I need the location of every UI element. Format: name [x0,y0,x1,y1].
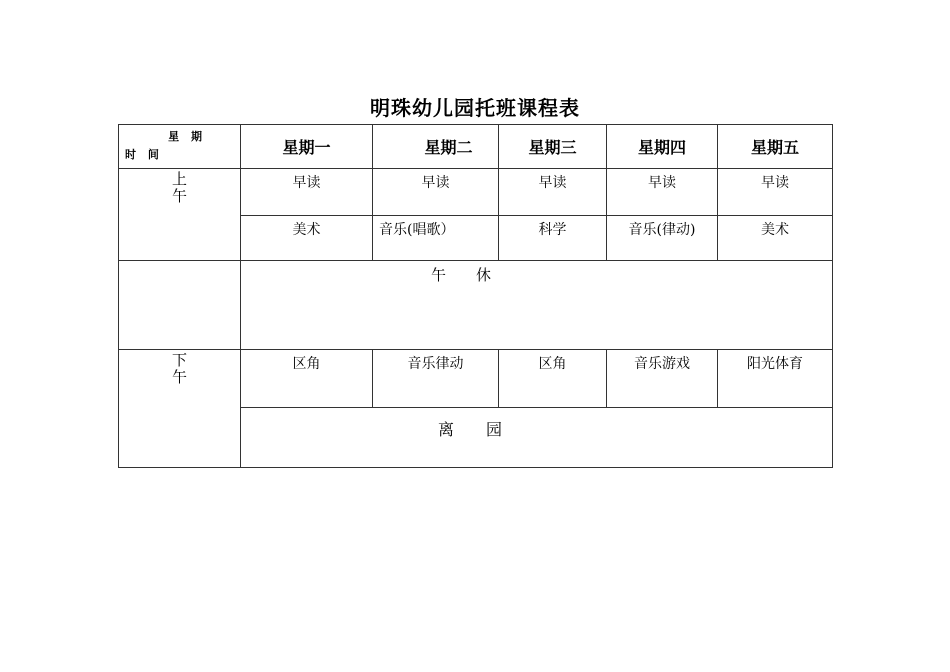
schedule-table [118,124,833,468]
table-cell: 早读 [607,169,718,216]
table-cell: 阳光体育 [718,350,833,408]
table-cell: 音乐(律动) [607,216,718,261]
afternoon-row-1 [119,350,833,408]
morning-row-1 [119,169,833,216]
table-cell: 音乐游戏 [607,350,718,408]
header-wednesday: 星期三 [499,125,607,169]
table-cell: 区角 [499,350,607,408]
table-cell: 科学 [499,216,607,261]
header-tuesday: 星期二 [373,125,499,169]
table-cell: 区角 [241,350,373,408]
header-friday: 星期五 [718,125,833,169]
corner-cell [119,125,241,169]
noon-row [119,261,833,350]
table-cell: 音乐律动 [373,350,499,408]
corner-time-label: 时 间 [125,148,163,161]
table-cell: 早读 [373,169,499,216]
header-row [119,125,833,169]
morning-label-line2: 午 [171,187,187,205]
leave-text: 离 园 [241,408,833,468]
table-cell: 早读 [718,169,833,216]
table-cell: 音乐(唱歌） [373,216,499,261]
page-title: 明珠幼儿园托班课程表 [370,96,580,120]
morning-label-line1: 上 [171,170,187,188]
table-cell: 美术 [241,216,373,261]
noon-period-label [119,261,241,350]
header-thursday: 星期四 [607,125,718,169]
afternoon-period-label [119,350,241,468]
table-cell: 美术 [718,216,833,261]
table-cell: 早读 [499,169,607,216]
afternoon-label-line2: 午 [171,368,187,386]
header-monday: 星期一 [241,125,373,169]
noon-rest-text: 午 休 [241,261,833,350]
table-cell: 早读 [241,169,373,216]
morning-period-label [119,169,241,261]
afternoon-label-line1: 下 [171,351,187,369]
corner-week-label: 星 期 [168,130,206,143]
